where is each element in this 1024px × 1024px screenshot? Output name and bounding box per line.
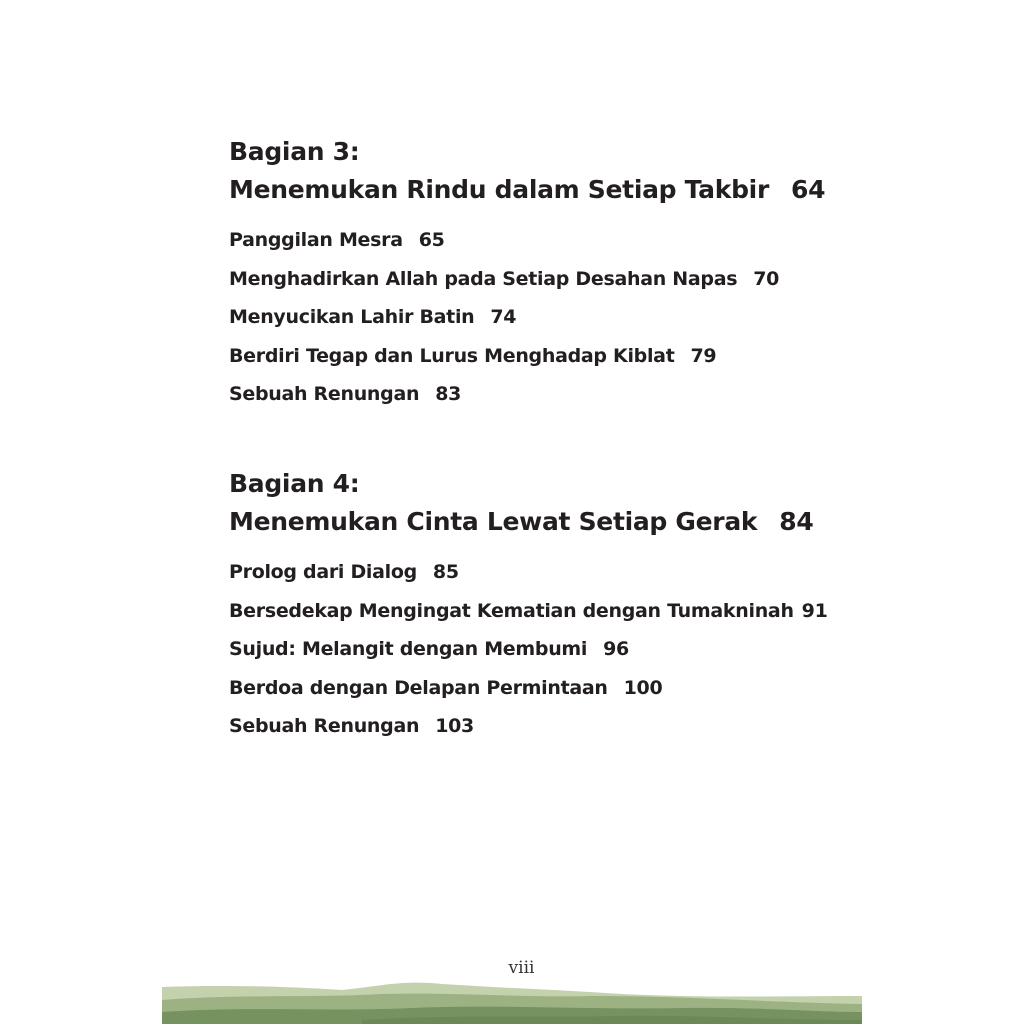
page-number: 74 xyxy=(490,306,517,328)
part-label: Bagian 4: xyxy=(229,469,360,498)
page-number: 100 xyxy=(623,676,663,699)
entry-title: Menghadirkan Allah pada Setiap Desahan Napas xyxy=(229,267,738,290)
toc-section-bagian-3 xyxy=(229,133,825,414)
page-number: 84 xyxy=(779,507,814,536)
part-title[interactable] xyxy=(229,503,828,541)
entry-title: Panggilan Mesra xyxy=(229,229,403,251)
page-number: 79 xyxy=(690,344,717,367)
entry-title: Prolog dari Dialog xyxy=(229,561,417,583)
page-number: 83 xyxy=(435,383,462,405)
entry-title: Menyucikan Lahir Batin xyxy=(229,306,475,328)
part-label: Bagian 3: xyxy=(229,137,360,166)
entry-title: Sebuah Renungan xyxy=(229,383,420,405)
toc-entry[interactable] xyxy=(229,375,825,414)
toc-entry[interactable] xyxy=(229,630,828,669)
toc-entry[interactable] xyxy=(229,669,828,708)
page-number: 64 xyxy=(790,175,826,204)
entry-title: Bersedekap Mengingat Kematian dengan Tumakninah xyxy=(229,599,794,622)
toc-entry[interactable] xyxy=(229,298,825,337)
page-number: 85 xyxy=(432,561,459,583)
toc-entry[interactable] xyxy=(229,553,828,592)
landscape-illustration xyxy=(162,982,862,1024)
part-title-text: Menemukan Cinta Lewat Setiap Gerak xyxy=(229,507,758,536)
toc-entry[interactable] xyxy=(229,707,828,746)
toc-entries xyxy=(229,553,828,746)
page-number: 96 xyxy=(603,638,629,660)
toc-entries xyxy=(229,221,825,414)
toc-entry[interactable] xyxy=(229,337,825,376)
entry-title: Sebuah Renungan xyxy=(229,715,420,737)
toc-entry[interactable] xyxy=(229,592,828,631)
page-number: 91 xyxy=(801,599,828,622)
entry-title: Berdoa dengan Delapan Permintaan xyxy=(229,676,608,699)
page-number: 65 xyxy=(418,229,445,251)
entry-title: Berdiri Tegap dan Lurus Menghadap Kiblat xyxy=(229,344,675,367)
page-folio: viii xyxy=(508,958,535,978)
toc-section-bagian-4 xyxy=(229,465,828,746)
part-title-text: Menemukan Rindu dalam Setiap Takbir xyxy=(229,175,769,204)
part-title[interactable] xyxy=(229,171,825,209)
entry-title: Sujud: Melangit dengan Membumi xyxy=(229,638,588,660)
toc-entry[interactable] xyxy=(229,260,825,299)
page-number: 103 xyxy=(435,715,474,737)
page-number: 70 xyxy=(753,267,780,290)
toc-entry[interactable] xyxy=(229,221,825,260)
